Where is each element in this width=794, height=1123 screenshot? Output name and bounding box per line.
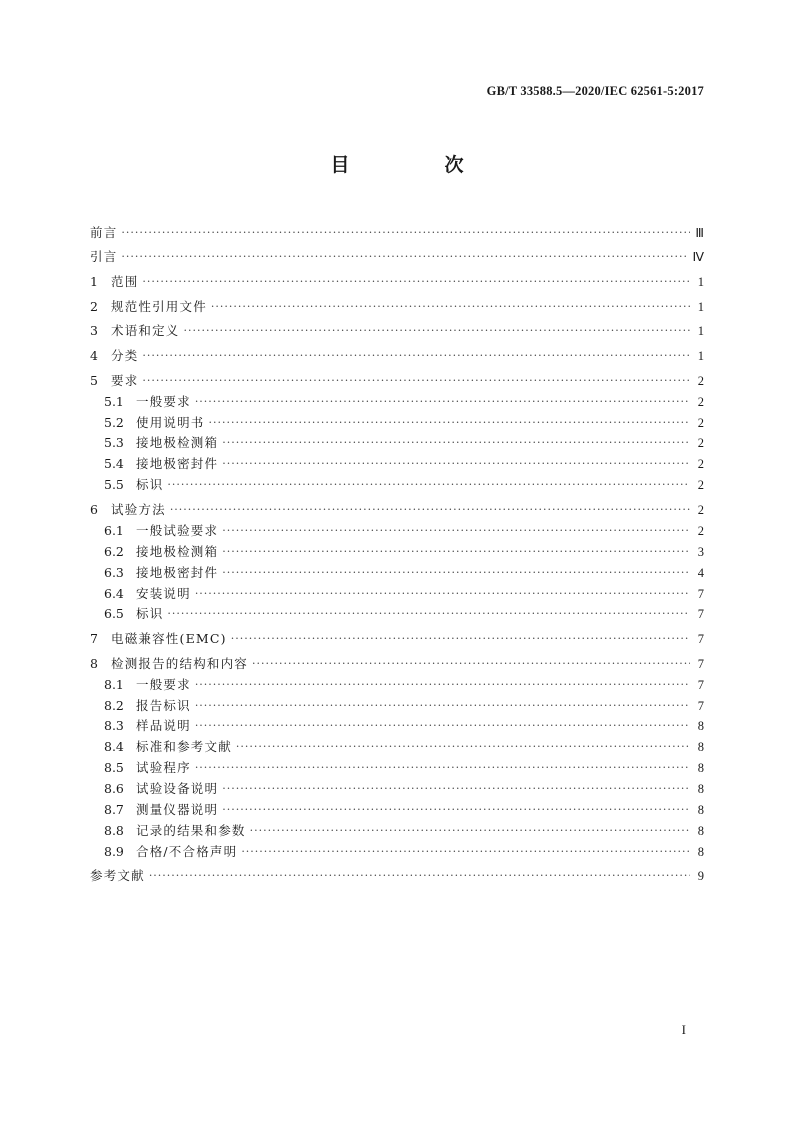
toc-entry-label: 标识	[136, 477, 164, 493]
toc-entry-page: 2	[697, 394, 704, 409]
toc-entry-number: 6	[90, 501, 98, 517]
toc-entry-number: 3	[90, 323, 98, 339]
dot-leader	[184, 324, 690, 338]
toc-entry-page: 2	[697, 457, 704, 472]
toc-entry-label: 测量仪器说明	[136, 802, 219, 818]
toc-entry[interactable]	[90, 215, 704, 240]
dot-leader	[142, 349, 690, 363]
toc-entry[interactable]	[90, 388, 704, 409]
toc-entry-page: 1	[697, 299, 704, 314]
toc-entry-page: 7	[697, 607, 704, 622]
toc-entry[interactable]	[90, 646, 704, 671]
toc-entry-label: 接地极密封件	[136, 564, 219, 580]
toc-entry-label: 安装说明	[136, 585, 191, 601]
toc-entry[interactable]	[90, 601, 704, 622]
dot-leader	[195, 699, 690, 713]
toc-entry-page: 7	[697, 632, 704, 647]
toc-entry-page: 9	[697, 869, 704, 884]
toc-entry-page: 2	[697, 373, 704, 388]
dot-leader	[211, 300, 690, 314]
toc-entry[interactable]	[90, 559, 704, 580]
toc-entry[interactable]	[90, 621, 704, 646]
toc-entry-label: 规范性引用文件	[111, 298, 207, 314]
toc-entry-label: 分类	[111, 348, 139, 364]
dot-leader	[167, 478, 690, 492]
toc-entry[interactable]	[90, 409, 704, 430]
toc-entry-label: 接地极检测箱	[136, 543, 219, 559]
toc-entry-number: 8.9	[104, 843, 124, 859]
dot-leader	[142, 275, 690, 289]
dot-leader	[149, 869, 690, 883]
toc-entry-number: 5.5	[104, 477, 124, 493]
toc-entry-page: 8	[697, 719, 704, 734]
toc-entry-label: 接地极密封件	[136, 456, 219, 472]
toc-entry-label: 报告标识	[136, 697, 191, 713]
dot-leader	[222, 457, 690, 471]
toc-entry-page: 1	[697, 349, 704, 364]
toc-entry[interactable]	[90, 264, 704, 289]
toc-entry-label: 试验程序	[136, 760, 191, 776]
dot-leader	[209, 416, 690, 430]
dot-leader	[222, 545, 690, 559]
toc-entry[interactable]	[90, 538, 704, 559]
dot-leader	[222, 782, 690, 796]
toc-entry[interactable]	[90, 754, 704, 775]
toc-entry-label: 术语和定义	[111, 323, 180, 339]
page-title: 目 次	[330, 154, 502, 176]
toc-entry-page: 8	[697, 782, 704, 797]
toc-entry-number: 8.4	[104, 739, 124, 755]
toc-entry-number: 7	[90, 631, 98, 647]
dot-leader	[195, 395, 690, 409]
toc-entry[interactable]	[90, 492, 704, 517]
toc-entry-label: 一般要求	[136, 676, 191, 692]
toc-entry[interactable]	[90, 471, 704, 492]
toc-entry-page: 4	[697, 565, 704, 580]
toc-entry[interactable]	[90, 240, 704, 265]
dot-leader	[195, 719, 690, 733]
toc-entry-label: 电磁兼容性(EMC)	[111, 631, 227, 647]
toc-entry-number: 8.5	[104, 760, 124, 776]
toc-entry-number: 8.7	[104, 802, 124, 818]
dot-leader	[222, 524, 690, 538]
toc-entry[interactable]	[90, 450, 704, 471]
toc-entry-label: 记录的结果和参数	[136, 822, 246, 838]
toc-entry-number: 5	[90, 372, 98, 388]
toc-entry-page: 7	[697, 586, 704, 601]
toc-entry[interactable]	[90, 796, 704, 817]
toc-entry-number: 5.2	[104, 414, 124, 430]
toc-entry-label: 检测报告的结构和内容	[111, 655, 249, 671]
dot-leader	[236, 740, 690, 754]
toc-entry-page: 2	[697, 436, 704, 451]
toc-entry-number: 5.3	[104, 435, 124, 451]
toc-entry[interactable]	[90, 314, 704, 339]
toc-entry-page: 8	[697, 844, 704, 859]
toc-entry-page: 8	[697, 740, 704, 755]
toc-entry-label: 接地极检测箱	[136, 435, 219, 451]
toc-entry-number: 2	[90, 298, 98, 314]
toc-entry-label: 标准和参考文献	[136, 739, 232, 755]
toc-entry-number: 8.2	[104, 697, 124, 713]
toc-entry[interactable]	[90, 338, 704, 363]
toc-entry-label: 要求	[111, 372, 139, 388]
toc-entry-page: 7	[697, 677, 704, 692]
toc-entry-page: 7	[697, 656, 704, 671]
toc-entry-label: 试验方法	[111, 501, 166, 517]
toc-entry[interactable]	[90, 517, 704, 538]
toc-entry-page: 7	[697, 698, 704, 713]
toc-entry-number: 6.2	[104, 543, 124, 559]
dot-leader	[167, 607, 690, 621]
toc-entry-label: 引言	[90, 249, 118, 265]
toc-entry-number: 8.8	[104, 822, 124, 838]
toc-entry[interactable]	[90, 817, 704, 838]
dot-leader	[222, 566, 690, 580]
toc-entry[interactable]	[90, 580, 704, 601]
toc-entry-number: 6.1	[104, 522, 124, 538]
toc-entry-label: 试验设备说明	[136, 781, 219, 797]
toc-entry-number: 8.6	[104, 781, 124, 797]
toc-entry-number: 5.4	[104, 456, 124, 472]
toc-entry-number: 8	[90, 655, 98, 671]
toc-entry[interactable]	[90, 733, 704, 754]
toc-entry-page: 2	[697, 415, 704, 430]
toc-entry-page: 1	[697, 275, 704, 290]
dot-leader	[121, 226, 690, 240]
toc-entry[interactable]	[90, 692, 704, 713]
toc-entry-number: 6.4	[104, 585, 124, 601]
dot-leader	[222, 803, 690, 817]
dot-leader	[195, 761, 690, 775]
toc-entry-label: 一般试验要求	[136, 522, 219, 538]
toc-entry-page: 3	[697, 544, 704, 559]
toc-entry-number: 6.5	[104, 606, 124, 622]
toc-entry[interactable]	[90, 430, 704, 451]
toc-entry[interactable]	[90, 859, 704, 884]
toc-entry-number: 5.1	[104, 393, 124, 409]
toc-entry-label: 使用说明书	[136, 414, 205, 430]
toc-entry-label: 合格/不合格声明	[136, 843, 238, 859]
dot-leader	[250, 824, 690, 838]
toc-entry-label: 参考文献	[90, 868, 145, 884]
toc-entry[interactable]	[90, 363, 704, 388]
toc-entry-page: 8	[697, 803, 704, 818]
toc-entry-number: 6.3	[104, 564, 124, 580]
toc-entry-label: 样品说明	[136, 718, 191, 734]
dot-leader	[241, 845, 690, 859]
toc-entry-label: 标识	[136, 606, 164, 622]
toc-entry-page: 1	[697, 324, 704, 339]
toc-entry-page: 8	[697, 761, 704, 776]
toc-entry[interactable]	[90, 838, 704, 859]
toc-entry-page: 2	[697, 523, 704, 538]
dot-leader	[195, 678, 690, 692]
toc-entry-page: Ⅳ	[692, 250, 704, 265]
toc-entry-label: 一般要求	[136, 393, 191, 409]
toc-entry[interactable]	[90, 713, 704, 734]
toc-entry-page: Ⅲ	[695, 225, 704, 240]
toc-entry-label: 范围	[111, 274, 139, 290]
toc-entry-page: 2	[697, 502, 704, 517]
dot-leader	[170, 503, 690, 517]
dot-leader	[142, 374, 690, 388]
dot-leader	[252, 657, 690, 671]
page-number: I	[681, 1022, 686, 1037]
toc-entry-number: 1	[90, 274, 98, 290]
dot-leader	[222, 436, 690, 450]
standard-code: GB/T 33588.5—2020/IEC 62561-5:2017	[486, 84, 704, 98]
dot-leader	[231, 632, 690, 646]
toc-entry-page: 2	[697, 478, 704, 493]
toc-entry-number: 8.1	[104, 676, 124, 692]
toc-entry-page: 8	[697, 823, 704, 838]
toc-entry[interactable]	[90, 775, 704, 796]
toc-entry[interactable]	[90, 671, 704, 692]
toc-entry-label: 前言	[90, 224, 118, 240]
toc-entry-number: 8.3	[104, 718, 124, 734]
dot-leader	[195, 587, 690, 601]
dot-leader	[121, 250, 688, 264]
toc-entry-number: 4	[90, 348, 98, 364]
table-of-contents	[90, 215, 704, 883]
toc-entry[interactable]	[90, 289, 704, 314]
